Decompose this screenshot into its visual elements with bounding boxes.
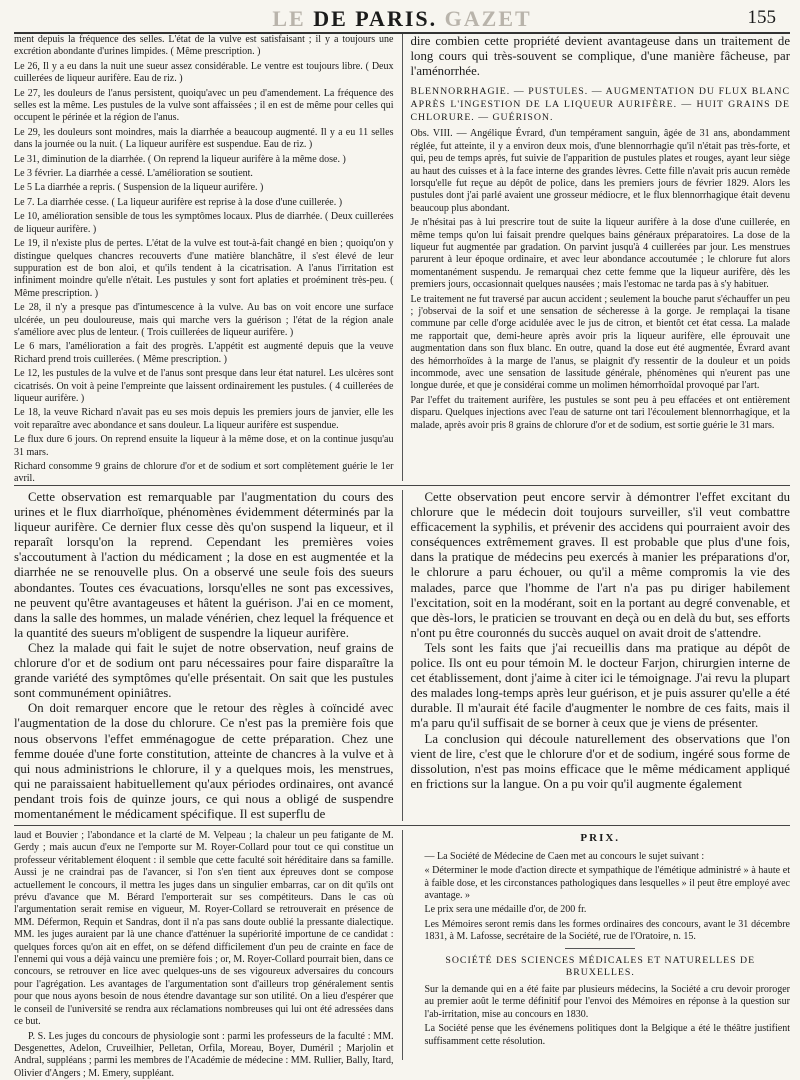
right-column-middle: [402, 490, 791, 821]
case-note: Le 12, les pustules de la vulve et de l'anus sont presque dans leur état naturel. Les ulcères sont cicatrisés. On voit à peine l'empreinte que laissent ordinairement les pustules. ( 4 cuillerées de liqueur aurifère. ): [14, 368, 394, 405]
masthead-main: DE PARIS.: [313, 6, 437, 31]
left-column-middle: [14, 490, 402, 821]
society-paragraph: Sur la demande qui en a été faite par plusieurs médecins, la Société a cru devoir proroger au premier août le terme définitif pour l'envoi des Mémoires en réponse à la question sur l'ab-irritation, mise au concours en 1830.: [411, 984, 791, 1021]
commentary-paragraph: Tels sont les faits que j'ai recueillis dans ma pratique au dépôt de police. Ils ont eu pour témoin M. le docteur Farjon, chirurgien interne de cet établissement, dont j'aime à citer ici le témoignage. J'ai revu la plupart des malades long-temps après leur guérison, et je puis assurer qu'elle a été durable. Il m'aurait été facile d'augmenter le nombre de ces faits, mais il m'a paru qu'il suffisait de se borner à ceux que je viens de présenter.: [411, 641, 791, 732]
prize-paragraph: Le prix sera une médaille d'or, de 200 fr.: [411, 904, 791, 916]
case-note: Le flux dure 6 jours. On reprend ensuite la liqueur à la même dose, et on la continue jusqu'au 31 mars.: [14, 434, 394, 459]
case-note: Le 29, les douleurs sont moindres, mais la diarrhée a beaucoup augmenté. Il y a eu 11 selles dans la journée ou la nuit. ( La liqueur aurifère est suspendue. Eau de riz. ): [14, 127, 394, 152]
left-column-top: [14, 34, 402, 481]
bottom-section: [14, 830, 790, 1060]
page-number: 155: [748, 7, 777, 29]
prize-question: « Déterminer le mode d'action directe et sympathique de l'émétique administré » à haute et à faible dose, et les circonstances pathologiques dans lesquelles » il peut être employé avec avantage. »: [411, 865, 791, 902]
observation-paragraph: Je n'hésitai pas à lui prescrire tout de suite la liqueur aurifère à la dose d'une cuillerée, en même temps qu'on lui faisait prendre quelques bains généraux préparatoires. La dose de la liqueur fut augmentée par gradation. On parvint jusqu'à 4 cuillerées par jour. Les menstrues parurent à leur époque ordinaire, et avec leur abondance accoutumée ; le chlorure fut alors momentanément suspendu. Je remarquai chez cette femme que la liqueur aurifère, dès les premiers jours, occasionnait quelques nausées ; mais l'estomac ne tarda pas à s'y habituer.: [411, 217, 791, 291]
middle-section: [14, 490, 790, 821]
prize-paragraph: — La Société de Médecine de Caen met au concours le sujet suivant :: [411, 851, 791, 863]
commentary-paragraph: Chez la malade qui fait le sujet de notre observation, neuf grains de chlorure d'or et de sodium ont paru nécessaires pour faire disparaître la grande variété des symptômes qu'elle présentait. On sait que les pustules sont communément opiniâtres.: [14, 641, 394, 701]
society-paragraph: La Société pense que les événemens politiques dont la Belgique a été le théâtre justifient suffisamment cette résolution.: [411, 1023, 791, 1048]
case-note: Le 18, la veuve Richard n'avait pas eu ses mois depuis les premiers jours de janvier, elle les voit reparaître avec abondance et sans douleur. La liqueur aurifère est suspendue.: [14, 407, 394, 432]
case-note: Le 26, Il y a eu dans la nuit une sueur assez considérable. Le ventre est toujours libre. ( Deux cuillerées de liqueur aurifère. Eau de riz. ): [14, 61, 394, 86]
commentary-paragraph: La conclusion qui découle naturellement des observations que l'on vient de lire, c'est que le chlorure d'or et de sodium, ingéré sous forme de dissolution, n'est pas moins efficace que le même médicament appliqué en frictions sur la langue. On a pu voir qu'il augmente également: [411, 732, 791, 792]
prize-paragraph: Les Mémoires seront remis dans les formes ordinaires des concours, avant le 31 décembre 1831, à M. Lafosse, secrétaire de la Société, rue de l'Oratoire, n. 15.: [411, 919, 791, 944]
case-note: Le 3 février. La diarrhée a cessé. L'amélioration se soutient.: [14, 168, 394, 180]
case-note: Richard consomme 9 grains de chlorure d'or et de sodium et sort complètement guérie le 1er avril.: [14, 461, 394, 486]
observation-heading: BLENNORRHAGIE. — PUSTULES. — AUGMENTATION DU FLUX BLANC APRÈS L'INGESTION DE LA LIQUEUR AURIFÈRE. — HUIT GRAINS DE CHLORURE. — GUÉRISON.: [411, 85, 791, 124]
case-note: Le 27, les douleurs de l'anus persistent, quoiqu'avec un peu d'amendement. La fréquence des selles est la même. Les pustules de la vulve sont affaissées ; il en est de même pour celles qui occupent le périnée et la région de l'anus.: [14, 88, 394, 125]
top-section: [14, 34, 790, 481]
commentary-paragraph: Cette observation peut encore servir à démontrer l'effet excitant du chlorure que le médecin doit toujours surveiller, s'il veut combattre efficacement la syphilis, et prévenir des accidens qui pourraient avoir des conséquences extrêmement graves. Il est probable que plus d'une fois, dans la pratique de médecins peu exercés à manier les préparations d'or, le chlorure a paru échouer, ou qu'il a même compromis la vie des malades, parce que l'homme de l'art n'a pas pu diriger habilement l'excitation, soit en la modérant, soit en la portant au degré convenable, et que dès-lors, le praticien se trouvant en deçà ou en delà du but, ses efforts n'ont pu être couronnés du succès auquel on avait droit de s'attendre.: [411, 490, 791, 641]
case-note: Le 5 La diarrhée a repris. ( Suspension de la liqueur aurifère. ): [14, 182, 394, 194]
commentary-paragraph: On doit remarquer encore que le retour des règles à coïncidé avec l'augmentation de la dose du chlorure. Ce n'est pas la première fois que nous observons l'effet emménagogue de cette préparation. Chez une femme douée d'une forte constitution, atteinte de chancres à la vulve et à qui nous administrions le chlorure, il y a quelques mois, les menstrues, qui ne paraissaient habituellement qu'aux périodes ordinaires, ont avancé pendant trois fois de quinze jours, ce qui nous a obligé de suspendre momentanément le médicament spécifique. Il est superflu de: [14, 701, 394, 822]
observation-paragraph: Le traitement ne fut traversé par aucun accident ; seulement la bouche parut s'échauffer un peu ; j'observai de la soif et une sensation de sécheresse à la gorge. Je remplaçai la tisane commune par celle d'orge acidulée avec le jus de citron, et bientôt cet état cessa. La malade me rapportait que, demi-heure après avoir pris la liqueur aurifère, elle éprouvait une augmentation dans son flux blanc. En outre, quand la dose eut été augmentée, Évrard avant des hémorrhoïdes à la marge de l'anus, se plaignit d'y ressentir de la douleur et un poids incommode, avec une sensation de lassitude générale, phénomènes qui n'eurent pas une longue durée, et que je considérai comme un molimen hémorrhoïdal provoqué par l'art.: [411, 294, 791, 393]
case-note: Le 7. La diarrhée cesse. ( La liqueur aurifère est reprise à la dose d'une cuillerée. ): [14, 197, 394, 209]
commentary-paragraph: Cette observation est remarquable par l'augmentation du cours des urines et le flux diarrhoïque, phénomènes évidemment déterminés par la liqueur aurifère. Ce dernier flux cesse dès qu'on suspend la liqueur, et il reparaît lorsqu'on la reprend. Cependant les premières voies s'accoutument à l'action du médicament ; la dose en est augmentée et la diarrhée ne se renouvelle plus. On a observé une seule fois des sueurs abondantes. Toutes ces évacuations, lorsqu'elles ne sont pas excessives, ne peuvent qu'être avantageuses et hâtent la guérison. J'ai en ce moment, dans la salle des hommes, un malade vénérien, chez lequel la fréquence et la quantité des sueurs m'obligent de suspendre la liqueur aurifère.: [14, 490, 394, 641]
masthead-ghost-left: LE: [272, 6, 305, 31]
page-header: [14, 0, 790, 34]
masthead-ghost-right: GAZET: [445, 6, 532, 31]
feuilleton-paragraph: laud et Bouvier ; l'abondance et la clarté de M. Velpeau ; la chaleur un peu fatigante de M. Gerdy ; mais aucun d'eux ne l'emporte sur M. Royer-Collard pour tout ce qui constitue un professeur véritablement éloquent : il semble que cette faculté soit héréditaire dans sa famille. Aussi je ne craindrai pas de l'avancer, si l'on s'en tient aux épreuves dont se compose actuellement le concours, il mettra les juges dans un singulier embarras, car on dit qu'ils ont prévu d'avance que M. Bérard l'emporterait sur ses compétiteurs. Dans le cas où l'argumentation serait remise en vigueur, M. Royer-Collard se retrouverait en présence de MM. Défermon, Requin et Sandras, dont il n'a pas sans doute oublié la pressante dialectique. MM. les juges auraient par là une chance d'atténuer la supériorité importune de ce candidat : quelques forces qu'on ait en effet, on se défend difficilement d'un peu de crainte en face de l'ennemi qui vous a déjà vaincu une première fois ; or, M. Royer-Collard pourrait bien, dans ce concours, se retrouver en lice avec quelques-uns de ses vigoureux adversaires du concours pour l'agrégation. Les avantages de l'argumentation sont d'ailleurs trop généralement sentis pour que nous ayons besoin de nous étendre davantage sur son utilité. On a lieu d'espérer que le conseil de l'université se rendra aux réclamations nombreuses qui lui ont été adressées dans ce but.: [14, 830, 394, 1029]
case-note: Le 10, amélioration sensible de tous les symptômes locaux. Plus de diarrhée. ( Deux cuillerées de liqueur aurifère. ): [14, 211, 394, 236]
masthead-title: [14, 6, 790, 32]
postscript-paragraph: P. S. Les juges du concours de physiologie sont : parmi les professeurs de la faculté : MM. Desgenettes, Adelon, Cruveilhier, Pelletan, Orfila, Moreau, Boyer, Duméril ; Marjolin et Andral, suppléans ; parmi les membres de l'Académie de médecine : MM. Rullier, Bally, Itard, Olivier d'Angers ; M. Emery, suppléant.: [14, 1031, 394, 1080]
case-note: Le 28, il n'y a presque pas d'intumescence à la vulve. Au bas on voit encore une surface ulcérée, un peu douloureuse, mais qui marche vers la guérison ; l'état de la région anale s'améliore avec plus de lenteur. ( Trois cuillerées de liqueur aurifère. ): [14, 302, 394, 339]
observation-paragraph: Obs. VIII. — Angélique Évrard, d'un tempérament sanguin, âgée de 31 ans, abondamment réglée, fut atteinte, il y a environ deux mois, d'une blennorrhagie qu'il n'était pas très-forte, et qui, peu de temps après, fut suivie de l'apparition de pustules plates et rouges, ayant leur siège au haut des cuisses et à la face interne des grandes lèvres. Cette fille n'avait pris aucun remède lorsqu'elle fut reçue au dépôt de police, dans les premiers jours de février 1829. Alors les pustules dont j'ai parlé avaient une grosseur médiocre, et le flux blennorrhagique était devenu beaucoup plus abondant.: [411, 128, 791, 215]
right-column-top: [402, 34, 791, 481]
case-note: Le 19, il n'existe plus de pertes. L'état de la vulve est tout-à-fait changé en bien ; quoiqu'on y distingue quelques chancres recouverts d'une matière blanchâtre, il s'est élevé de leur suppuration est de bon aloi, et qu'ils tendent à la cicatrisation. A l'anus l'irritation est infiniment moindre qu'elle n'était. Les pustules y sont fort aplaties et proéminent très-peu. ( Même prescription. ): [14, 238, 394, 300]
section-divider: [14, 825, 790, 826]
short-divider: [565, 948, 635, 949]
prize-heading: PRIX.: [411, 832, 791, 845]
case-note: ment depuis la fréquence des selles. L'état de la vulve est satisfaisant ; il y a toujours une excrétion abondante d'urines limpides. ( Même prescription. ): [14, 34, 394, 59]
society-heading: SOCIÉTÉ DES SCIENCES MÉDICALES ET NATURELLES DE BRUXELLES.: [411, 955, 791, 980]
case-note: Le 6 mars, l'amélioration a fait des progrès. L'appétit est augmenté depuis que la veuve Richard prend trois cuillerées. ( Même prescription. ): [14, 341, 394, 366]
right-column-bottom: [402, 830, 791, 1060]
observation-paragraph: Par l'effet du traitement aurifère, les pustules se sont peu à peu effacées et ont entièrement disparu. Quelques injections avec l'eau de saturne ont tari l'écoulement blennorrhagique, et la malade, après avoir pris 8 grains de chlorure d'or et de sodium, est sortie guérie le 31 mars.: [411, 395, 791, 432]
case-note: Le 31, diminution de la diarrhée. ( On reprend la liqueur aurifère à la même dose. ): [14, 154, 394, 166]
left-column-bottom: [14, 830, 402, 1060]
continuation-text: dire combien cette propriété devient avantageuse dans un traitement de long cours qui très-souvent se complique, d'une manière fâcheuse, par l'aménorrhée.: [411, 34, 791, 79]
